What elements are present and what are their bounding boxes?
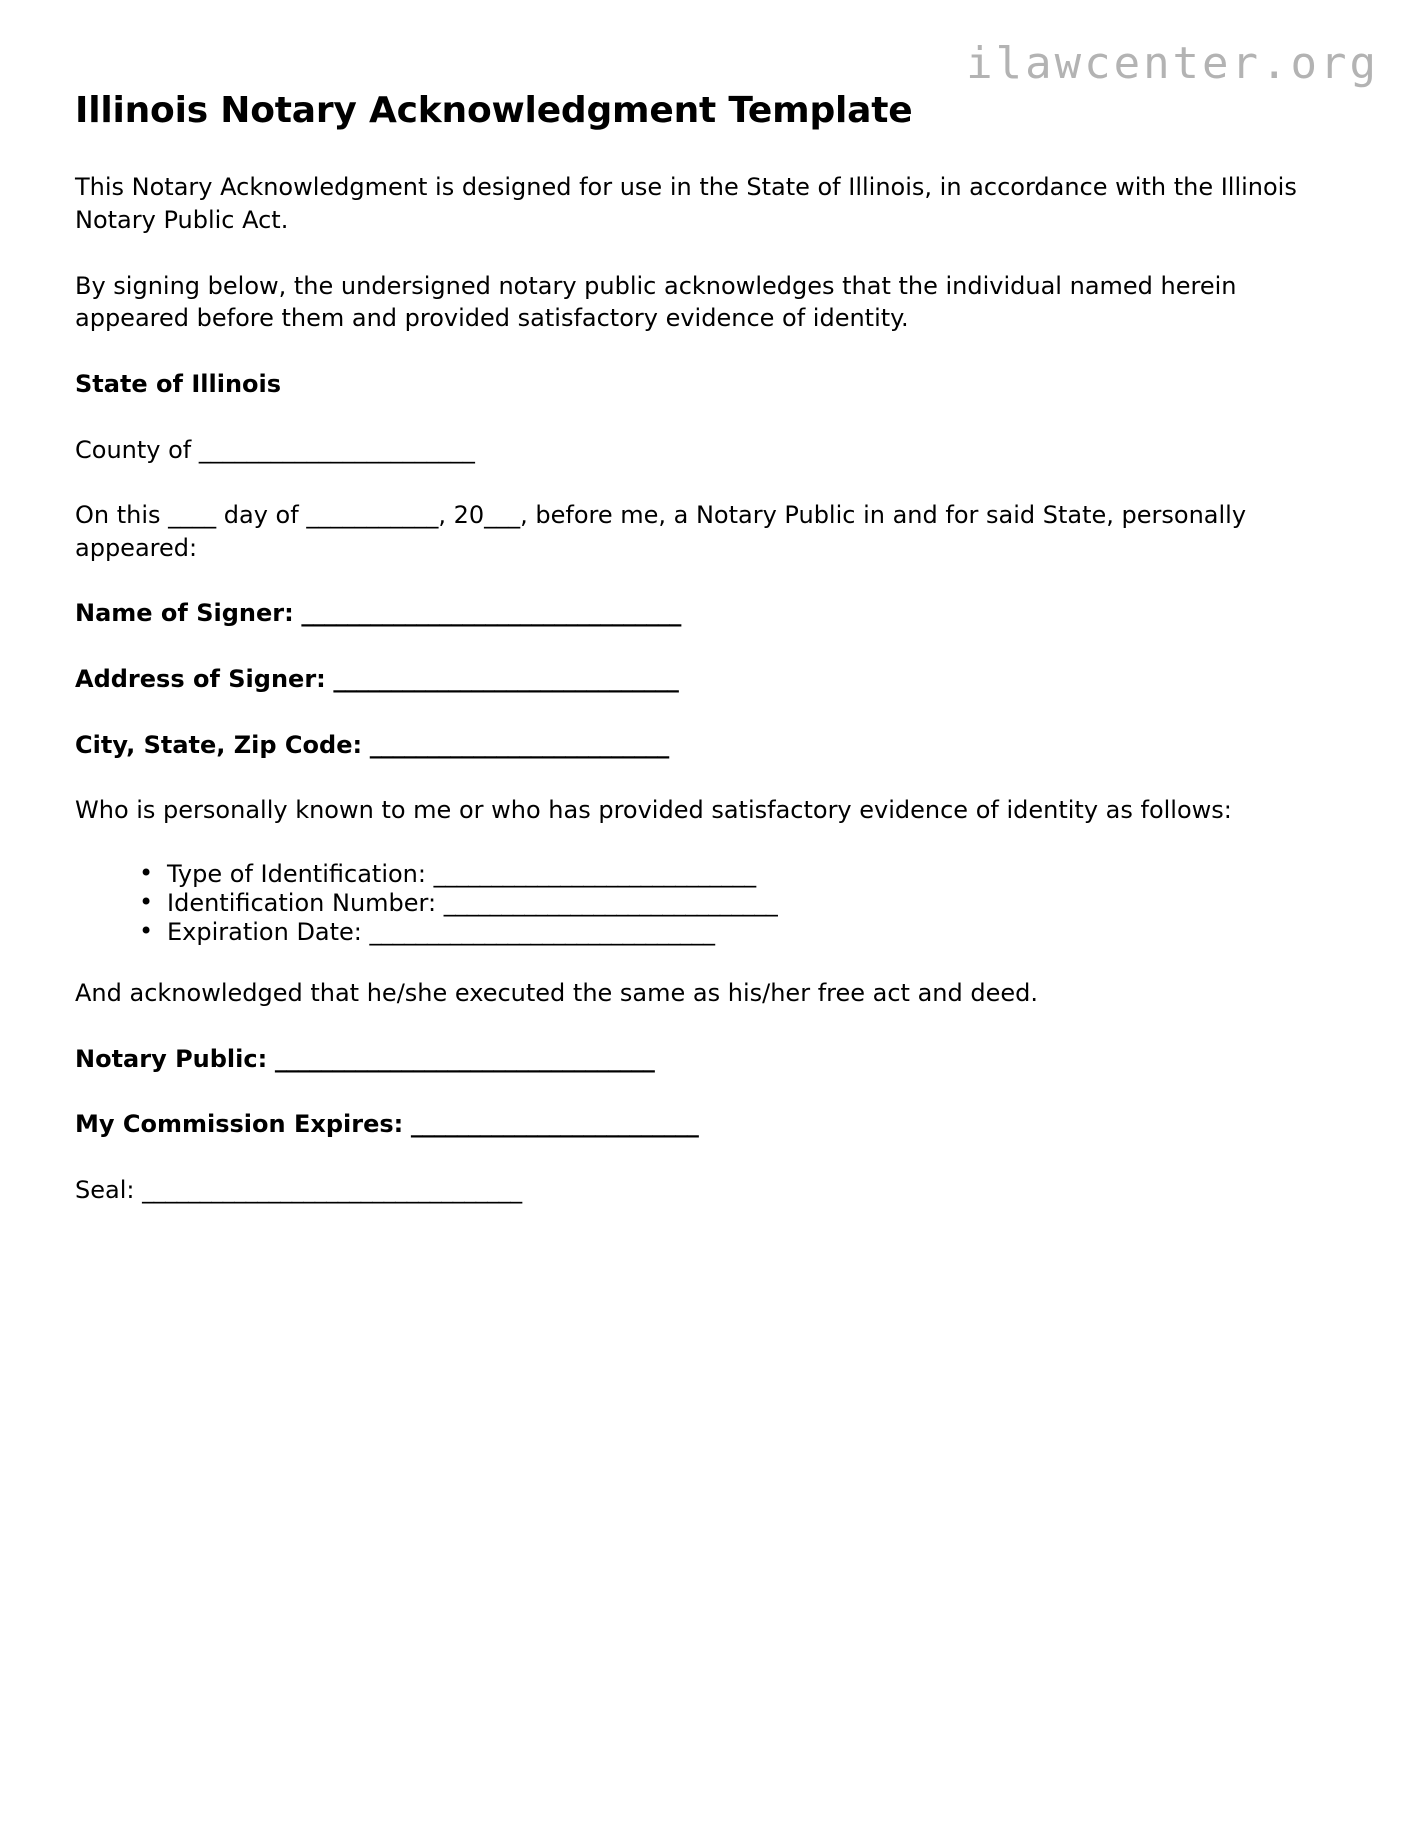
field-name-of-signer	[75, 597, 1320, 630]
field-blank: __________________________	[369, 730, 669, 759]
identification-list	[75, 860, 1320, 947]
site-watermark: ilawcenter.org	[966, 38, 1379, 89]
list-item-label: Identification Number:	[167, 888, 437, 917]
field-label: My Commission Expires:	[75, 1110, 404, 1139]
list-item-blank: ____________________________	[433, 859, 756, 888]
bullet-icon: •	[139, 887, 154, 916]
list-item-blank: ______________________________	[369, 917, 715, 946]
list-item	[133, 918, 1320, 947]
field-address-of-signer	[75, 663, 1320, 696]
list-item	[133, 860, 1320, 889]
field-city-state-zip	[75, 729, 1320, 762]
field-commission-expires	[75, 1108, 1320, 1141]
field-seal	[75, 1174, 1320, 1207]
field-label: City, State, Zip Code:	[75, 730, 363, 759]
list-item	[133, 889, 1320, 918]
field-notary-public	[75, 1043, 1320, 1076]
bullet-icon: •	[139, 858, 154, 887]
known-paragraph: Who is personally known to me or who has provided satisfactory evidence of identity as follows:	[75, 796, 1232, 825]
acknowledged-paragraph: And acknowledged that he/she executed the same as his/her free act and deed.	[75, 978, 1038, 1007]
document-body	[75, 90, 1320, 1239]
list-item-label: Type of Identification:	[167, 859, 426, 888]
signing-paragraph: By signing below, the undersigned notary public acknowledges that the individual named herein appeared before them and provided satisfactory evidence of identity.	[75, 271, 1237, 333]
field-label: Seal:	[75, 1175, 135, 1204]
field-blank: _________________________________	[142, 1175, 522, 1204]
list-item-label: Expiration Date:	[167, 917, 362, 946]
state-heading: State of Illinois	[75, 369, 282, 398]
intro-paragraph: This Notary Acknowledgment is designed for use in the State of Illinois, in accordance with the Illinois Notary Public Act.	[75, 173, 1297, 235]
field-blank: ______________________________	[333, 665, 679, 694]
field-blank: _________________________	[410, 1110, 699, 1139]
county-line: County of _______________________	[75, 435, 475, 464]
field-label: Name of Signer:	[75, 599, 294, 628]
list-item-blank: _____________________________	[443, 888, 778, 917]
field-blank: _________________________________	[274, 1044, 655, 1073]
field-label: Notary Public:	[75, 1044, 268, 1073]
field-blank: _________________________________	[301, 599, 681, 628]
field-label: Address of Signer:	[75, 665, 326, 694]
page-title: Illinois Notary Acknowledgment Template	[75, 90, 913, 131]
bullet-icon: •	[139, 916, 154, 945]
date-line: On this ____ day of ___________, 20___, before me, a Notary Public in and for said State, personally appeared:	[75, 501, 1247, 562]
